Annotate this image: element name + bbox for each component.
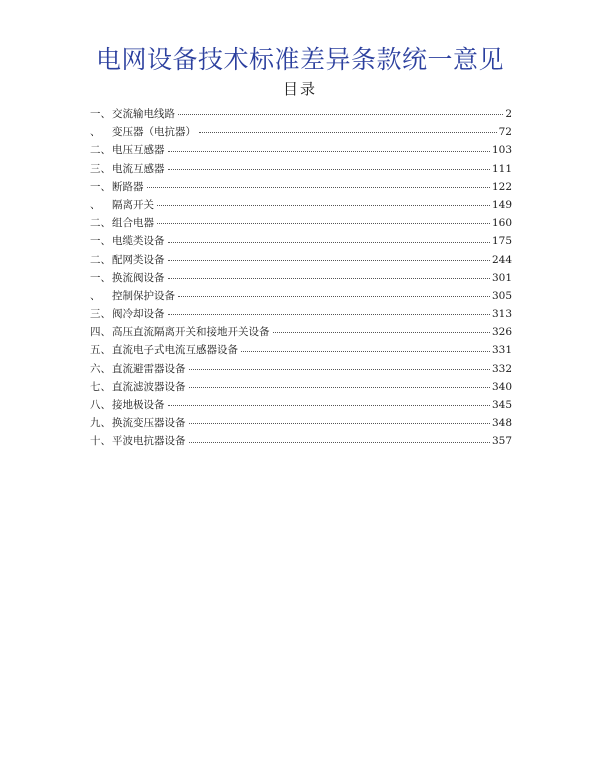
- toc-entry-number: 三、: [90, 162, 111, 175]
- toc-entry-label: 配网类设备: [112, 253, 165, 266]
- toc-entry[interactable]: [90, 360, 512, 378]
- toc-entry-page-number: 122: [491, 180, 512, 193]
- toc-entry-label: 阀冷却设备: [112, 308, 165, 321]
- toc-dot-leader: [241, 351, 490, 352]
- toc-entry[interactable]: [90, 196, 512, 214]
- toc-entry-label: 换流变压器设备: [112, 417, 186, 430]
- toc-entry-page-number: 175: [491, 235, 512, 248]
- toc-dot-leader: [168, 242, 490, 243]
- toc-heading: 目录: [282, 80, 317, 98]
- toc-entry-label: 组合电器: [112, 217, 154, 230]
- toc-dot-leader: [168, 151, 490, 152]
- toc-entry-page-number: 357: [491, 435, 512, 448]
- toc-dot-leader: [178, 296, 490, 297]
- toc-dot-leader: [168, 278, 490, 279]
- toc-entry-label: 交流输电线路: [112, 108, 175, 120]
- table-of-contents: [90, 105, 512, 451]
- toc-entry-number: 五、: [90, 344, 111, 357]
- toc-entry[interactable]: [90, 414, 512, 432]
- toc-entry-page-number: 301: [491, 271, 512, 284]
- toc-dot-leader: [147, 187, 490, 188]
- toc-entry-number: 、: [90, 198, 101, 211]
- toc-entry-label: 换流阀设备: [112, 271, 165, 284]
- toc-entry-number: 、: [90, 289, 101, 302]
- toc-entry-page-number: 326: [491, 326, 512, 339]
- toc-entry[interactable]: [90, 341, 512, 359]
- toc-entry-page-number: 345: [491, 399, 512, 411]
- toc-entry-number: 一、: [90, 235, 111, 248]
- toc-dot-leader: [168, 314, 490, 315]
- toc-dot-leader: [199, 132, 497, 133]
- toc-entry-label: 电流互感器: [112, 162, 165, 175]
- toc-dot-leader: [157, 223, 490, 224]
- toc-entry-number: 六、: [90, 362, 111, 375]
- toc-entry-label: 变压器（电抗器）: [112, 126, 196, 139]
- toc-dot-leader: [189, 423, 490, 424]
- toc-entry-page-number: 2: [505, 108, 512, 120]
- toc-dot-leader: [273, 332, 490, 333]
- toc-entry-page-number: 313: [491, 308, 512, 321]
- toc-entry-number: 、: [90, 126, 101, 139]
- toc-entry[interactable]: [90, 378, 512, 396]
- toc-entry-number: 九、: [90, 417, 111, 430]
- toc-entry-label: 直流避雷器设备: [112, 362, 186, 375]
- toc-entry[interactable]: [90, 232, 512, 250]
- toc-entry-label: 接地极设备: [112, 399, 165, 411]
- toc-entry-page-number: 111: [491, 162, 512, 175]
- toc-dot-leader: [157, 205, 490, 206]
- toc-entry-page-number: 332: [491, 362, 512, 375]
- toc-entry-label: 平波电抗器设备: [112, 435, 186, 448]
- toc-entry[interactable]: [90, 141, 512, 159]
- toc-entry[interactable]: [90, 396, 512, 414]
- toc-entry-number: 一、: [90, 271, 111, 284]
- toc-entry-page-number: 160: [491, 217, 512, 230]
- toc-entry-number: 一、: [90, 180, 111, 193]
- document-title: 电网设备技术标准差异条款统一意见: [95, 45, 504, 74]
- toc-entry-number: 二、: [90, 253, 111, 266]
- toc-entry-label: 电缆类设备: [112, 235, 165, 248]
- toc-entry-page-number: 149: [491, 198, 512, 211]
- toc-entry-number: 三、: [90, 308, 111, 321]
- toc-entry-page-number: 305: [491, 289, 512, 302]
- toc-entry[interactable]: [90, 123, 512, 141]
- toc-dot-leader: [168, 260, 490, 261]
- toc-dot-leader: [189, 369, 490, 370]
- toc-entry-label: 直流电子式电流互感器设备: [112, 344, 238, 357]
- toc-entry-number: 七、: [90, 380, 111, 393]
- toc-entry-label: 直流滤波器设备: [112, 380, 186, 393]
- toc-entry-label: 隔离开关: [112, 198, 154, 211]
- toc-entry[interactable]: [90, 305, 512, 323]
- toc-dot-leader: [189, 387, 490, 388]
- toc-entry-page-number: 103: [491, 144, 512, 157]
- toc-dot-leader: [189, 442, 490, 443]
- toc-entry-page-number: 348: [491, 417, 512, 430]
- toc-entry-label: 断路器: [112, 180, 144, 193]
- toc-entry[interactable]: [90, 160, 512, 178]
- toc-dot-leader: [178, 114, 503, 115]
- toc-dot-leader: [168, 169, 490, 170]
- toc-entry[interactable]: [90, 432, 512, 450]
- toc-entry-page-number: 244: [491, 253, 512, 266]
- toc-dot-leader: [168, 405, 490, 406]
- toc-entry-number: 四、: [90, 326, 111, 339]
- toc-entry-label: 控制保护设备: [112, 289, 175, 302]
- toc-entry-number: 二、: [90, 144, 111, 157]
- toc-entry-number: 八、: [90, 399, 111, 411]
- toc-entry[interactable]: [90, 105, 512, 123]
- toc-entry-label: 高压直流隔离开关和接地开关设备: [112, 326, 270, 339]
- toc-entry-page-number: 331: [491, 344, 512, 357]
- toc-entry[interactable]: [90, 269, 512, 287]
- toc-entry-label: 电压互感器: [112, 144, 165, 157]
- toc-entry[interactable]: [90, 214, 512, 232]
- toc-entry-number: 十、: [90, 435, 111, 448]
- toc-entry-page-number: 72: [498, 126, 512, 139]
- toc-entry[interactable]: [90, 251, 512, 269]
- toc-entry-number: 一、: [90, 108, 111, 120]
- toc-entry-page-number: 340: [491, 380, 512, 393]
- toc-entry[interactable]: [90, 178, 512, 196]
- toc-entry-number: 二、: [90, 217, 111, 230]
- toc-entry[interactable]: [90, 287, 512, 305]
- toc-entry[interactable]: [90, 323, 512, 341]
